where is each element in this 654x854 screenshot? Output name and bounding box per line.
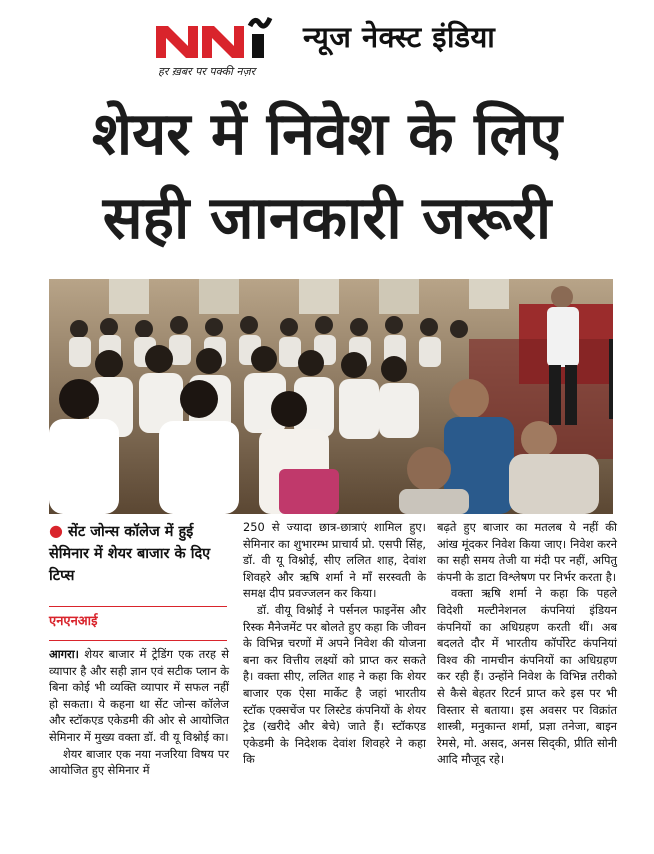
paragraph-text: डॉ. वीयू विश्नोई ने पर्सनल फाइनेंस और रिस्क मैनेजमेंट पर बोलते हुए कहा कि जीवन के विभिन्न चरणों में अपने निवेश की योजना बना कर वित्तीय लक्ष्यों को प्राप्त कर सकते है। वक्ता सीए, ललित शाह ने कहा कि शेयर बाजार एक ऐसा मार्केट है जहां भारतीय स्टॉक एक्सचेंज पर लिस्टेड कंपनियों के शेयर ट्रेड (खरीदे और बेचे) जाते हैं। स्टॉकएड एकेडमी के निदेशक देवांश शिवहरे ने कहा कि: [243, 602, 426, 767]
paragraph: [243, 519, 426, 602]
paragraph: [243, 602, 426, 768]
seminar-photo-icon: [49, 279, 613, 514]
headline: [40, 92, 614, 260]
tagline: हर ख़बर पर पक्की नज़र: [158, 65, 256, 78]
dateline: आगरा।: [49, 647, 79, 661]
byline: एनएनआई: [49, 606, 227, 629]
masthead: [0, 0, 654, 90]
paragraph: [49, 746, 229, 779]
paragraph-text: शेयर बाजार एक नया नजरिया विषय पर आयोजित हुए सेमिनार में: [49, 746, 229, 778]
byline-rule: [49, 640, 227, 641]
paragraph: [437, 585, 617, 768]
nni-logo-icon: [154, 14, 294, 60]
paragraph-text: बढ़ते हुए बाजार का मतलब ये नहीं की आंख मूंदकर निवेश किया जाए। निवेश करने का सही समय तेजी या मंदी पर नहीं, अपितु कंपनी के डाटा विश्लेषण पर निर्भर करता है।: [437, 520, 617, 584]
paragraph-text: शेयर बाजार में ट्रेडिंग एक तरह से व्यापार है और सही ज्ञान एवं सटीक प्लान के बिना कोई भी व्यक्ति व्यापार में सफल नहीं हो सकता। ये कहना था सेंट जोन्स कॉलेज और स्टॉकएड एकेडमी की ओर से आयोजित सेमिनार में मुख्य वक्ता डॉ. वी यू विश्नोई का।: [49, 647, 229, 744]
article-column-3: [437, 519, 617, 768]
paragraph-text: वक्ता ऋषि शर्मा ने कहा कि पहले विदेशी मल्टीनेशनल कंपनियां इंडियन कंपनियों का अधिग्रहण करती थीं। अब बदलते दौर में भारतीय कॉर्पोरेट कंपनियां विश्व की नामचीन कंपनियों का अधिग्रहण कर रही हैं। उन्होंने निवेश के विभिन्न तरीको से कैसे बेहतर रिटर्न प्राप्त करे इस पर भी विस्तार से बताया। इस अवसर पर विक्रांत शास्त्री, मनुकान्त शर्मा, प्रज्ञा तनेजा, बाइन रेमसे, मो. असद, अनस सिद्की, प्रीति सोनी आदि मौजूद रहे।: [437, 586, 617, 767]
subheading-text: सेंट जोन्स कॉलेज में हुई सेमिनार में शेयर बाजार के दिए टिप्स: [49, 524, 211, 584]
subheading: [49, 520, 232, 587]
article-column-1: [49, 646, 229, 779]
brand-name: न्यूज नेक्स्ट इंडिया: [303, 20, 496, 54]
paragraph: [437, 519, 617, 585]
paragraph: [49, 646, 229, 746]
article-column-2: [243, 519, 426, 768]
seminar-photo: [49, 279, 613, 514]
headline-line-1: शेयर में निवेश के लिए: [91, 99, 563, 168]
paragraph-text: 250 से ज्यादा छात्र-छात्राएं शामिल हुए। सेमिनार का शुभारम्भ प्राचार्य प्रो. एसपी सिंह, डॉ. वी यू विश्नोई, सीए ललित शाह, देवांश शिवहरे और ऋषि शर्मा ने माँ सरस्वती के समक्ष दीप प्रवज्जलन कर किया।: [243, 520, 426, 601]
bullet-dot-icon: ●: [49, 521, 63, 540]
headline-line-2: सही जानकारी जरूरी: [102, 183, 552, 252]
